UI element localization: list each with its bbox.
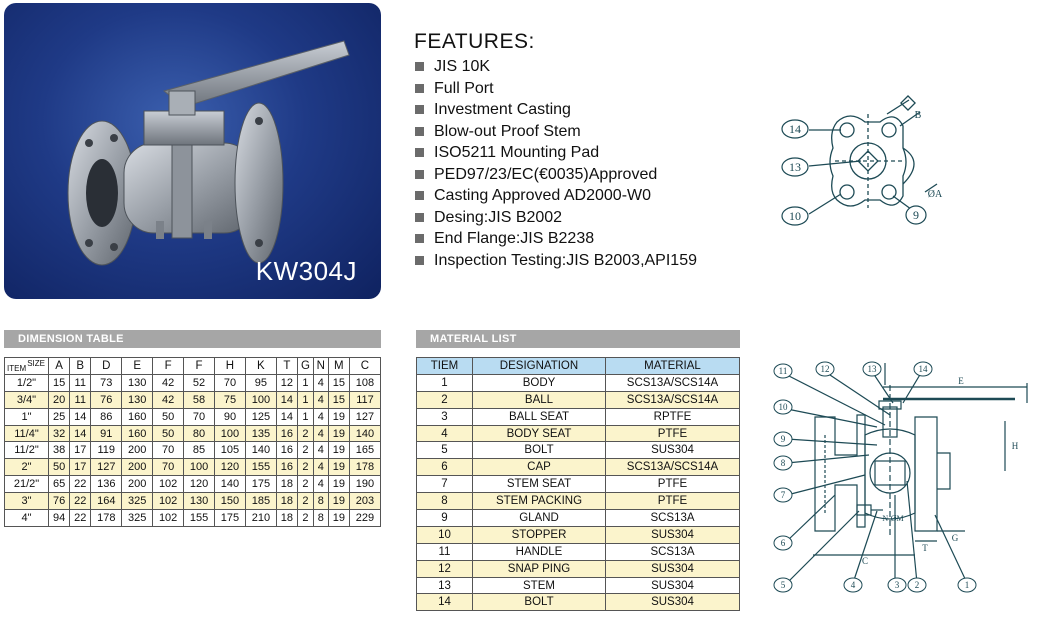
svg-text:10: 10: [778, 402, 788, 412]
dimension-cell: 50: [153, 408, 184, 425]
svg-text:10: 10: [789, 209, 801, 223]
section-callout-1: [958, 578, 976, 592]
dimension-row: [5, 459, 381, 476]
material-row: [417, 577, 740, 594]
svg-text:3: 3: [894, 580, 900, 590]
dimension-cell: 229: [349, 510, 380, 527]
section-callout-14: [914, 362, 932, 376]
dimension-cell: 4: [313, 459, 328, 476]
feature-item: [414, 56, 774, 78]
dimension-column-header: N: [313, 358, 328, 375]
dimension-cell: 22: [70, 510, 91, 527]
dimension-cell: 75: [215, 391, 246, 408]
dimension-cell: 117: [349, 391, 380, 408]
dimension-cell: 4: [313, 391, 328, 408]
dimension-row: [5, 493, 381, 510]
designation-cell: STEM: [473, 577, 606, 594]
dimension-cell: 325: [122, 493, 153, 510]
material-cell: RPTFE: [606, 408, 740, 425]
dimension-cell: 160: [122, 425, 153, 442]
dimension-cell: 17: [70, 459, 91, 476]
dimension-column-header: D: [91, 358, 122, 375]
feature-item: [414, 228, 774, 250]
dimension-cell: 203: [349, 493, 380, 510]
section-callout-13: [863, 362, 881, 376]
section-callout-10: [774, 400, 792, 414]
material-row: [417, 493, 740, 510]
feature-text: Full Port: [434, 79, 494, 97]
dimension-cell: 1: [298, 408, 314, 425]
material-row: [417, 560, 740, 577]
material-cell: SUS304: [606, 526, 740, 543]
dimension-cell: 125: [245, 408, 276, 425]
dimension-cell: 32: [49, 425, 70, 442]
dimension-cell: 155: [184, 510, 215, 527]
callout-13: [782, 158, 808, 176]
dimension-cell: 140: [215, 476, 246, 493]
feature-item: [414, 164, 774, 186]
designation-cell: STEM SEAT: [473, 476, 606, 493]
dimension-cell: 4: [313, 425, 328, 442]
designation-cell: BALL: [473, 391, 606, 408]
item-number-cell: 8: [417, 493, 473, 510]
dimension-cell: 4: [313, 374, 328, 391]
dimension-cell: 130: [122, 391, 153, 408]
dimension-row: [5, 476, 381, 493]
features-heading: FEATURES:: [414, 30, 535, 53]
dimension-row: [5, 510, 381, 527]
designation-cell: BODY: [473, 374, 606, 391]
dimension-cell: 136: [91, 476, 122, 493]
feature-text: Investment Casting: [434, 101, 571, 118]
svg-text:2: 2: [914, 580, 920, 590]
dimension-column-header: H: [215, 358, 246, 375]
square-bullet-icon: [415, 84, 424, 93]
dimension-cell: 20: [49, 391, 70, 408]
model-number: KW304J: [255, 256, 357, 286]
dimension-cell: 76: [91, 391, 122, 408]
header-material: MATERIAL: [606, 358, 740, 375]
dimension-cell: 2: [298, 493, 314, 510]
dimension-cell: 76: [49, 493, 70, 510]
dimension-cell: 2: [298, 510, 314, 527]
size-cell: 21/2": [5, 476, 49, 493]
dimension-cell: 190: [349, 476, 380, 493]
dimension-cell: 12: [276, 374, 297, 391]
dimension-cell: 19: [328, 476, 349, 493]
designation-cell: GLAND: [473, 510, 606, 527]
dimension-cell: 70: [153, 459, 184, 476]
dimension-cell: 14: [276, 408, 297, 425]
dimension-cell: 2: [298, 425, 314, 442]
material-table-header: [417, 358, 740, 375]
svg-text:9: 9: [780, 434, 786, 444]
section-callout-12: [816, 362, 834, 376]
dimension-column-header: F: [153, 358, 184, 375]
dimension-cell: 102: [153, 476, 184, 493]
material-cell: SCS13A/SCS14A: [606, 459, 740, 476]
feature-text: End Flange:JIS B2238: [434, 230, 595, 247]
material-row: [417, 510, 740, 527]
svg-text:14: 14: [918, 364, 928, 374]
features-section: [414, 30, 774, 271]
dimension-row: [5, 425, 381, 442]
dimension-column-header: T: [276, 358, 297, 375]
header-item: TIEM: [417, 358, 473, 375]
material-row: [417, 459, 740, 476]
designation-cell: STOPPER: [473, 526, 606, 543]
dimension-cell: 18: [276, 493, 297, 510]
callout-10: [782, 207, 808, 225]
designation-cell: BOLT: [473, 442, 606, 459]
item-number-cell: 11: [417, 543, 473, 560]
dimension-cell: 22: [70, 493, 91, 510]
dimension-cell: 4: [313, 476, 328, 493]
item-number-cell: 3: [417, 408, 473, 425]
square-bullet-icon: [415, 62, 424, 71]
square-bullet-icon: [415, 105, 424, 114]
feature-text: Casting Approved AD2000-W0: [434, 187, 652, 204]
dimension-cell: 14: [70, 408, 91, 425]
dimension-cell: 100: [215, 425, 246, 442]
dimension-table-title: DIMENSION TABLE: [4, 330, 381, 348]
dimension-cell: 15: [328, 391, 349, 408]
section-dim-e: E: [958, 376, 964, 386]
item-number-cell: 4: [417, 425, 473, 442]
material-list-title: MATERIAL LIST: [416, 330, 740, 348]
dimension-cell: 16: [276, 425, 297, 442]
size-cell: 3": [5, 493, 49, 510]
dimension-cell: 325: [122, 510, 153, 527]
size-cell: 11/2": [5, 442, 49, 459]
material-row: [417, 374, 740, 391]
material-row: [417, 543, 740, 560]
dimension-cell: 70: [215, 374, 246, 391]
dimension-cell: 86: [91, 408, 122, 425]
material-row: [417, 594, 740, 611]
material-cell: SUS304: [606, 594, 740, 611]
dimension-cell: 175: [215, 510, 246, 527]
size-cell: 3/4": [5, 391, 49, 408]
dimension-table-corner: SIZE ITEM: [5, 358, 49, 375]
dimension-cell: 70: [184, 408, 215, 425]
section-callout-9: [774, 432, 792, 446]
svg-text:14: 14: [789, 122, 801, 136]
top-view-drawing: [775, 92, 960, 242]
dimension-cell: 130: [122, 374, 153, 391]
dimension-cell: 200: [122, 442, 153, 459]
dimension-cell: 155: [245, 459, 276, 476]
square-bullet-icon: [415, 191, 424, 200]
square-bullet-icon: [415, 256, 424, 265]
dimension-cell: 108: [349, 374, 380, 391]
dimension-cell: 200: [122, 476, 153, 493]
dimension-cell: 94: [49, 510, 70, 527]
dimension-cell: 135: [245, 425, 276, 442]
dimension-cell: 73: [91, 374, 122, 391]
item-number-cell: 10: [417, 526, 473, 543]
dimension-cell: 4: [313, 408, 328, 425]
dimension-cell: 50: [49, 459, 70, 476]
svg-text:7: 7: [780, 490, 786, 500]
dim-label-b: B: [914, 110, 922, 121]
dimension-cell: 100: [245, 391, 276, 408]
dimension-cell: 14: [70, 425, 91, 442]
material-row: [417, 442, 740, 459]
svg-text:5: 5: [780, 580, 786, 590]
dimension-cell: 70: [153, 442, 184, 459]
feature-item: [414, 99, 774, 121]
dimension-cell: 185: [245, 493, 276, 510]
dimension-cell: 11: [70, 374, 91, 391]
dimension-row: [5, 391, 381, 408]
dimension-column-header: C: [349, 358, 380, 375]
section-dim-t: T: [922, 543, 928, 553]
dimension-cell: 80: [184, 425, 215, 442]
dimension-cell: 42: [153, 391, 184, 408]
material-row: [417, 391, 740, 408]
material-cell: SUS304: [606, 442, 740, 459]
header-designation: DESIGNATION: [473, 358, 606, 375]
dimension-cell: 160: [122, 408, 153, 425]
material-cell: SCS13A: [606, 543, 740, 560]
square-bullet-icon: [415, 127, 424, 136]
section-callout-8: [774, 456, 792, 470]
dimension-cell: 1: [298, 391, 314, 408]
designation-cell: BALL SEAT: [473, 408, 606, 425]
dimension-cell: 140: [349, 425, 380, 442]
dimension-column-header: B: [70, 358, 91, 375]
dimension-cell: 22: [70, 476, 91, 493]
designation-cell: BOLT: [473, 594, 606, 611]
item-number-cell: 1: [417, 374, 473, 391]
square-bullet-icon: [415, 213, 424, 222]
section-view-drawing: [765, 355, 1037, 615]
material-cell: SCS13A/SCS14A: [606, 374, 740, 391]
item-number-cell: 7: [417, 476, 473, 493]
dimension-cell: 15: [49, 374, 70, 391]
material-cell: PTFE: [606, 476, 740, 493]
dimension-cell: 105: [215, 442, 246, 459]
dimension-cell: 19: [328, 459, 349, 476]
dimension-row: [5, 374, 381, 391]
dimension-cell: 19: [328, 510, 349, 527]
callout-14: [782, 120, 808, 138]
size-cell: 11/4": [5, 425, 49, 442]
size-cell: 1": [5, 408, 49, 425]
dimension-cell: 127: [349, 408, 380, 425]
section-callout-3: [888, 578, 906, 592]
section-callout-5: [774, 578, 792, 592]
dimension-row: [5, 408, 381, 425]
dim-label-phi-a: ØA: [927, 189, 943, 200]
dimension-cell: 8: [313, 510, 328, 527]
section-dim-g: G: [951, 533, 959, 543]
dimension-column-header: K: [245, 358, 276, 375]
features-list: [414, 56, 774, 271]
square-bullet-icon: [415, 170, 424, 179]
feature-item: [414, 78, 774, 100]
dimension-cell: 120: [215, 459, 246, 476]
feature-item: [414, 142, 774, 164]
dimension-cell: 15: [328, 374, 349, 391]
dimension-cell: 102: [153, 510, 184, 527]
dimension-cell: 127: [91, 459, 122, 476]
item-number-cell: 13: [417, 577, 473, 594]
designation-cell: BODY SEAT: [473, 425, 606, 442]
item-number-cell: 14: [417, 594, 473, 611]
material-cell: SUS304: [606, 560, 740, 577]
section-dim-h: H: [1011, 441, 1019, 451]
svg-text:9: 9: [913, 208, 919, 222]
feature-item: [414, 121, 774, 143]
ball-valve-illustration: [4, 3, 381, 299]
dimension-cell: 1: [298, 374, 314, 391]
dimension-cell: 18: [276, 476, 297, 493]
material-row: [417, 425, 740, 442]
size-cell: 2": [5, 459, 49, 476]
dimension-table: [4, 357, 381, 527]
dimension-cell: 91: [91, 425, 122, 442]
dimension-cell: 25: [49, 408, 70, 425]
product-photo: [4, 3, 381, 299]
dimension-cell: 16: [276, 442, 297, 459]
square-bullet-icon: [415, 148, 424, 157]
material-row: [417, 526, 740, 543]
feature-text: ISO5211 Mounting Pad: [434, 144, 600, 161]
dimension-cell: 52: [184, 374, 215, 391]
dimension-cell: 200: [122, 459, 153, 476]
dimension-column-header: F: [184, 358, 215, 375]
svg-text:8: 8: [780, 458, 786, 468]
dimension-cell: 150: [215, 493, 246, 510]
callout-9: [906, 206, 926, 224]
size-cell: 1/2": [5, 374, 49, 391]
dimension-cell: 19: [328, 425, 349, 442]
feature-item: [414, 207, 774, 229]
dimension-cell: 175: [245, 476, 276, 493]
square-bullet-icon: [415, 234, 424, 243]
feature-text: Desing:JIS B2002: [434, 208, 563, 226]
designation-cell: STEM PACKING: [473, 493, 606, 510]
feature-text: Inspection Testing:JIS B2003,API159: [434, 251, 697, 269]
dimension-cell: 19: [328, 442, 349, 459]
dimension-cell: 58: [184, 391, 215, 408]
dimension-cell: 210: [245, 510, 276, 527]
feature-item: [414, 250, 774, 272]
dimension-cell: 19: [328, 493, 349, 510]
material-row: [417, 408, 740, 425]
dimension-cell: 100: [184, 459, 215, 476]
feature-text: PED97/23/EC(€0035)Approved: [434, 165, 658, 183]
dimension-table-header: [5, 358, 381, 375]
dimension-cell: 38: [49, 442, 70, 459]
dimension-cell: 164: [91, 493, 122, 510]
dimension-cell: 14: [276, 391, 297, 408]
dimension-cell: 17: [70, 442, 91, 459]
dimension-cell: 4: [313, 442, 328, 459]
section-dim-n-phi-m: N-ØM: [882, 514, 904, 523]
svg-text:12: 12: [820, 364, 830, 374]
dimension-cell: 65: [49, 476, 70, 493]
dimension-column-header: A: [49, 358, 70, 375]
dimension-cell: 85: [184, 442, 215, 459]
dimension-row: [5, 442, 381, 459]
svg-text:6: 6: [780, 538, 786, 548]
dimension-cell: 18: [276, 510, 297, 527]
material-cell: SCS13A/SCS14A: [606, 391, 740, 408]
material-cell: PTFE: [606, 425, 740, 442]
item-number-cell: 9: [417, 510, 473, 527]
dimension-cell: 90: [215, 408, 246, 425]
dimension-cell: 119: [91, 442, 122, 459]
feature-text: Blow-out Proof Stem: [434, 122, 581, 140]
section-callout-7: [774, 488, 792, 502]
dimension-cell: 2: [298, 442, 314, 459]
section-callout-11: [774, 364, 792, 378]
dimension-column-header: M: [328, 358, 349, 375]
dimension-cell: 178: [91, 510, 122, 527]
dimension-cell: 130: [184, 493, 215, 510]
feature-item: [414, 185, 774, 207]
dimension-cell: 42: [153, 374, 184, 391]
material-table: [416, 357, 740, 611]
dimension-cell: 95: [245, 374, 276, 391]
item-number-cell: 6: [417, 459, 473, 476]
material-cell: PTFE: [606, 493, 740, 510]
svg-text:4: 4: [850, 580, 856, 590]
dimension-cell: 140: [245, 442, 276, 459]
material-row: [417, 476, 740, 493]
dimension-column-header: E: [122, 358, 153, 375]
section-callout-2: [908, 578, 926, 592]
dimension-cell: 19: [328, 408, 349, 425]
section-callout-6: [774, 536, 792, 550]
dimension-cell: 120: [184, 476, 215, 493]
svg-text:1: 1: [964, 580, 970, 590]
item-number-cell: 12: [417, 560, 473, 577]
dimension-cell: 102: [153, 493, 184, 510]
material-cell: SUS304: [606, 577, 740, 594]
designation-cell: SNAP PING: [473, 560, 606, 577]
designation-cell: HANDLE: [473, 543, 606, 560]
dimension-cell: 178: [349, 459, 380, 476]
dimension-cell: 2: [298, 459, 314, 476]
feature-text: JIS 10K: [434, 58, 491, 75]
designation-cell: CAP: [473, 459, 606, 476]
section-dim-c: C: [861, 556, 869, 566]
dimension-column-header: G: [298, 358, 314, 375]
svg-text:13: 13: [867, 364, 877, 374]
dimension-cell: 16: [276, 459, 297, 476]
dimension-cell: 165: [349, 442, 380, 459]
item-number-cell: 5: [417, 442, 473, 459]
item-number-cell: 2: [417, 391, 473, 408]
dimension-cell: 11: [70, 391, 91, 408]
material-cell: SCS13A: [606, 510, 740, 527]
dimension-cell: 2: [298, 476, 314, 493]
size-cell: 4": [5, 510, 49, 527]
svg-text:13: 13: [789, 160, 801, 174]
section-callout-4: [844, 578, 862, 592]
svg-text:11: 11: [778, 366, 788, 376]
dimension-cell: 50: [153, 425, 184, 442]
dimension-cell: 8: [313, 493, 328, 510]
